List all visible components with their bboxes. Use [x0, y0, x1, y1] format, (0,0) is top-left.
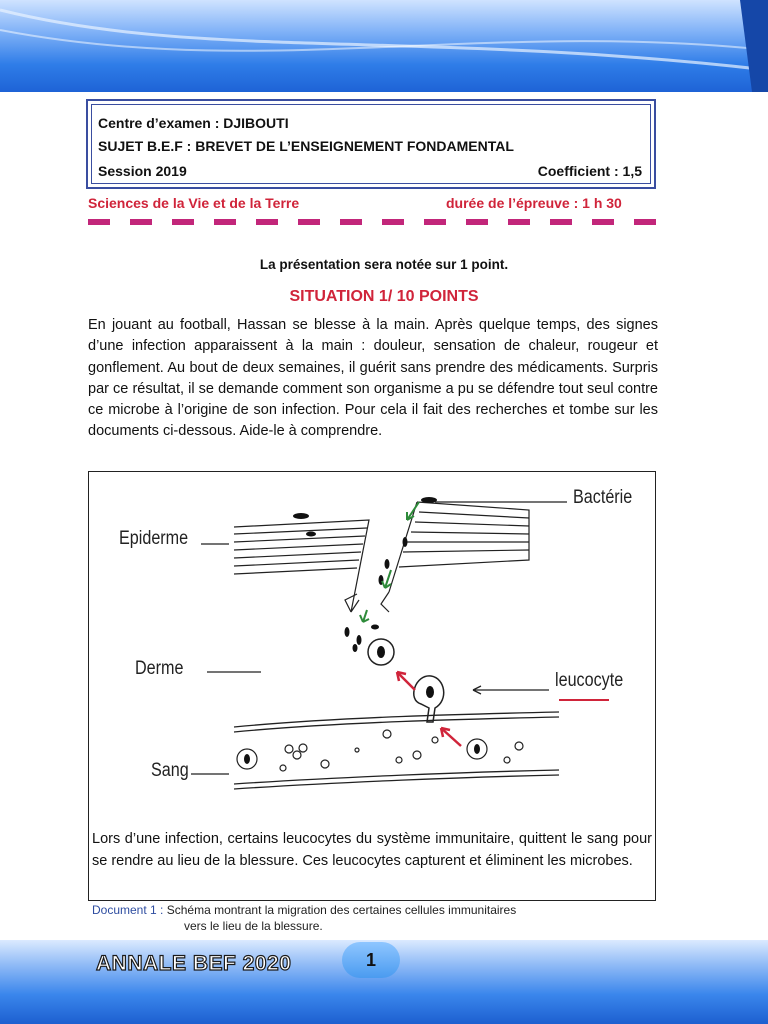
blood-vessel [234, 712, 559, 789]
label-leucocyte: leucocyte [555, 670, 624, 691]
exam-session: Session 2019 [98, 163, 187, 179]
exam-center: Centre d’examen : DJIBOUTI [98, 115, 289, 131]
label-sang: Sang [151, 760, 189, 781]
epidermis-layer [234, 502, 529, 612]
presentation-note: La présentation sera notée sur 1 point. [259, 257, 509, 272]
page-number-badge: 1 [342, 942, 400, 978]
exam-header-box [86, 99, 656, 189]
document-label: Document 1 : [92, 903, 164, 917]
top-banner [0, 0, 768, 92]
exam-subject: SUJET B.E.F : BREVET DE L’ENSEIGNEMENT FONDAMENTAL [98, 138, 514, 154]
figure-caption: Lors d’une infection, certains leucocytes du système immunitaire, quittent le sang pour se rendre au lieu de la blessure. Ces leucocytes capturent et éliminent les microbes. [92, 831, 652, 869]
exam-coefficient: Coefficient : 1,5 [537, 163, 642, 179]
document-caption-line1: Schéma montrant la migration des certaines cellules immunitaires [166, 903, 517, 917]
label-epiderme: Epiderme [119, 528, 189, 549]
dashed-separator [88, 219, 656, 225]
label-pointers [191, 502, 567, 774]
footer-title: ANNALE BEF 2020 [96, 952, 292, 975]
discipline-label: Sciences de la Vie et de la Terre [88, 195, 300, 211]
document-caption-line2: vers le lieu de la blessure. [184, 919, 323, 933]
label-derme: Derme [135, 658, 184, 679]
label-bacterie: Bactérie [573, 487, 633, 508]
situation-title: SITUATION 1/ 10 POINTS [289, 288, 479, 305]
duration-label: durée de l’épreuve : 1 h 30 [446, 195, 622, 211]
blood-cells [237, 730, 523, 771]
situation-paragraph: En jouant au football, Hassan se blesse à la main. Après quelque temps, des signes d’une infection apparaissent à la main : douleur, sensation de chaleur, rougeur et gonflement. Au bout de deux semaines, il guérit sans prendre des médicaments. Surpris par ce résultat, il se demande comment son organisme a pu se défendre tout seul contre ce microbe à l’origine de son infection. Pour cela il fait des recherches et tombe sur les documents ci-dessous. Aide-le à comprendre. [88, 317, 658, 440]
banner-waves [0, 0, 768, 92]
document-1-figure [88, 471, 656, 901]
document-caption [92, 902, 516, 934]
